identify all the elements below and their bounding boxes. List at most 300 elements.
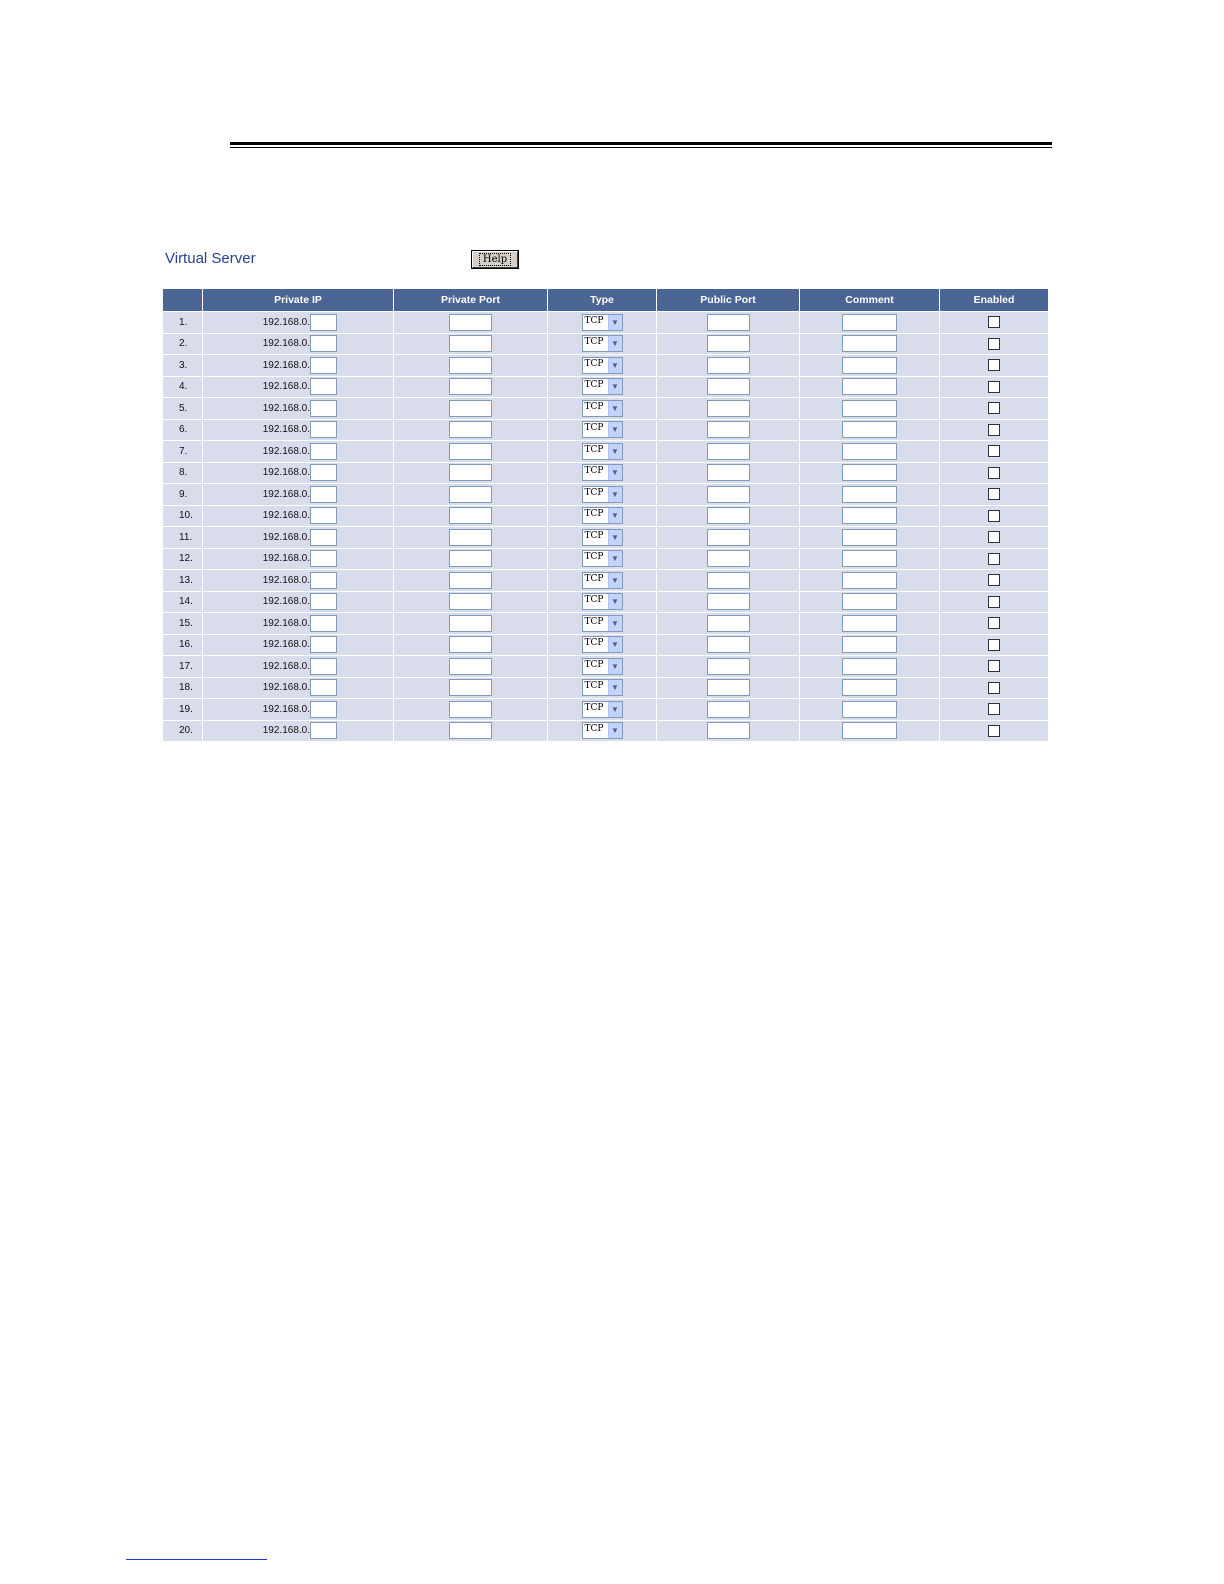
- enabled-checkbox[interactable]: [988, 510, 1000, 522]
- chevron-down-icon[interactable]: ▼: [608, 594, 622, 609]
- chevron-down-icon[interactable]: ▼: [608, 637, 622, 652]
- private-port-input[interactable]: [449, 701, 492, 718]
- private-port-cell: [394, 699, 547, 720]
- public-port-cell: [657, 463, 799, 484]
- public-port-cell: [657, 377, 799, 398]
- row-number: 2.: [163, 334, 202, 355]
- type-cell: [548, 420, 656, 441]
- comment-input[interactable]: [842, 529, 897, 546]
- type-select[interactable]: [582, 658, 623, 675]
- private-ip-input[interactable]: [310, 572, 337, 589]
- ip-prefix: 192.168.0.: [262, 639, 310, 651]
- comment-cell: [800, 420, 939, 441]
- public-port-input[interactable]: [707, 378, 750, 395]
- type-select[interactable]: [582, 636, 623, 653]
- chevron-down-icon[interactable]: ▼: [608, 680, 622, 695]
- private-ip-input[interactable]: [310, 658, 337, 675]
- comment-input[interactable]: [842, 722, 897, 739]
- chevron-down-icon[interactable]: ▼: [608, 616, 622, 631]
- public-port-input[interactable]: [707, 593, 750, 610]
- enabled-checkbox[interactable]: [988, 553, 1000, 565]
- private-port-cell: [394, 613, 547, 634]
- type-cell: [548, 635, 656, 656]
- comment-cell: [800, 312, 939, 333]
- enabled-checkbox[interactable]: [988, 596, 1000, 608]
- comment-cell: [800, 678, 939, 699]
- private-port-input[interactable]: [449, 314, 492, 331]
- footer-link-underline: [126, 1559, 267, 1560]
- private-port-cell: [394, 355, 547, 376]
- row-number: 16.: [163, 635, 202, 656]
- comment-cell: [800, 635, 939, 656]
- public-port-input[interactable]: [707, 722, 750, 739]
- comment-cell: [800, 441, 939, 462]
- public-port-cell: [657, 312, 799, 333]
- private-ip-cell: [203, 721, 393, 742]
- table-row: [163, 678, 1048, 699]
- type-select[interactable]: [582, 529, 623, 546]
- private-ip-cell: [203, 549, 393, 570]
- row-number: 19.: [163, 699, 202, 720]
- type-cell: [548, 613, 656, 634]
- private-ip-input[interactable]: [310, 636, 337, 653]
- ip-prefix: 192.168.0.: [262, 553, 310, 565]
- private-ip-input[interactable]: [310, 529, 337, 546]
- table-header-row: [163, 289, 1048, 311]
- public-port-input[interactable]: [707, 529, 750, 546]
- private-port-cell: [394, 506, 547, 527]
- private-ip-cell: [203, 420, 393, 441]
- column-header-type: Type: [548, 289, 656, 311]
- ip-prefix: 192.168.0.: [262, 402, 310, 414]
- public-port-input[interactable]: [707, 314, 750, 331]
- enabled-checkbox[interactable]: [988, 316, 1000, 328]
- comment-cell: [800, 506, 939, 527]
- comment-input[interactable]: [842, 658, 897, 675]
- chevron-down-icon[interactable]: ▼: [608, 573, 622, 588]
- type-select-value: TCP: [584, 595, 604, 606]
- comment-input[interactable]: [842, 679, 897, 696]
- private-ip-input[interactable]: [310, 486, 337, 503]
- comment-input[interactable]: [842, 314, 897, 331]
- comment-input[interactable]: [842, 636, 897, 653]
- table-row: [163, 377, 1048, 398]
- chevron-down-icon[interactable]: ▼: [608, 702, 622, 717]
- public-port-cell: [657, 506, 799, 527]
- comment-input[interactable]: [842, 615, 897, 632]
- enabled-checkbox[interactable]: [988, 639, 1000, 651]
- ip-prefix: 192.168.0.: [262, 338, 310, 350]
- enabled-checkbox[interactable]: [988, 617, 1000, 629]
- row-number: 7.: [163, 441, 202, 462]
- private-ip-cell: [203, 377, 393, 398]
- private-port-cell: [394, 678, 547, 699]
- column-header-index: [163, 289, 202, 311]
- comment-cell: [800, 463, 939, 484]
- column-header-private-port: Private Port: [394, 289, 547, 311]
- private-port-input[interactable]: [449, 400, 492, 417]
- public-port-cell: [657, 678, 799, 699]
- private-port-input[interactable]: [449, 529, 492, 546]
- row-number: 17.: [163, 656, 202, 677]
- private-ip-input[interactable]: [310, 679, 337, 696]
- chevron-down-icon[interactable]: ▼: [608, 487, 622, 502]
- table-row: [163, 441, 1048, 462]
- public-port-cell: [657, 635, 799, 656]
- private-ip-input[interactable]: [310, 507, 337, 524]
- table-row: [163, 592, 1048, 613]
- private-port-input[interactable]: [449, 421, 492, 438]
- chevron-down-icon[interactable]: ▼: [608, 659, 622, 674]
- private-port-input[interactable]: [449, 357, 492, 374]
- type-cell: [548, 656, 656, 677]
- ip-prefix: 192.168.0.: [262, 574, 310, 586]
- public-port-input[interactable]: [707, 421, 750, 438]
- private-port-input[interactable]: [449, 679, 492, 696]
- enabled-checkbox[interactable]: [988, 402, 1000, 414]
- type-select-value: TCP: [584, 724, 604, 735]
- private-ip-input[interactable]: [310, 464, 337, 481]
- ip-prefix: 192.168.0.: [262, 703, 310, 715]
- type-select[interactable]: [582, 443, 623, 460]
- type-cell: [548, 527, 656, 548]
- table-row: [163, 527, 1048, 548]
- type-select-value: TCP: [584, 659, 604, 670]
- table-row: [163, 334, 1048, 355]
- public-port-input[interactable]: [707, 400, 750, 417]
- private-port-input[interactable]: [449, 378, 492, 395]
- type-select[interactable]: [582, 593, 623, 610]
- type-select[interactable]: [582, 335, 623, 352]
- type-select-value: TCP: [584, 444, 604, 455]
- chevron-down-icon[interactable]: ▼: [608, 379, 622, 394]
- enabled-checkbox[interactable]: [988, 725, 1000, 737]
- private-port-input[interactable]: [449, 572, 492, 589]
- public-port-cell: [657, 398, 799, 419]
- type-select[interactable]: [582, 679, 623, 696]
- private-ip-cell: [203, 398, 393, 419]
- type-select[interactable]: [582, 464, 623, 481]
- private-ip-cell: [203, 334, 393, 355]
- public-port-input[interactable]: [707, 486, 750, 503]
- comment-cell: [800, 377, 939, 398]
- enabled-cell: [940, 656, 1048, 677]
- private-ip-input[interactable]: [310, 335, 337, 352]
- column-header-public-port: Public Port: [657, 289, 799, 311]
- ip-prefix: 192.168.0.: [262, 617, 310, 629]
- public-port-cell: [657, 721, 799, 742]
- chevron-down-icon[interactable]: ▼: [608, 422, 622, 437]
- comment-cell: [800, 613, 939, 634]
- row-number: 14.: [163, 592, 202, 613]
- type-select-value: TCP: [584, 401, 604, 412]
- chevron-down-icon[interactable]: ▼: [608, 358, 622, 373]
- public-port-input[interactable]: [707, 572, 750, 589]
- public-port-input[interactable]: [707, 615, 750, 632]
- enabled-checkbox[interactable]: [988, 424, 1000, 436]
- public-port-input[interactable]: [707, 658, 750, 675]
- public-port-input[interactable]: [707, 335, 750, 352]
- public-port-input[interactable]: [707, 636, 750, 653]
- private-port-input[interactable]: [449, 486, 492, 503]
- comment-input[interactable]: [842, 421, 897, 438]
- private-ip-cell: [203, 656, 393, 677]
- column-header-comment: Comment: [800, 289, 939, 311]
- private-ip-input[interactable]: [310, 443, 337, 460]
- row-number: 9.: [163, 484, 202, 505]
- public-port-input[interactable]: [707, 443, 750, 460]
- table-row: [163, 355, 1048, 376]
- public-port-cell: [657, 334, 799, 355]
- private-ip-cell: [203, 527, 393, 548]
- ip-prefix: 192.168.0.: [262, 510, 310, 522]
- private-port-cell: [394, 570, 547, 591]
- public-port-input[interactable]: [707, 701, 750, 718]
- type-select[interactable]: [582, 421, 623, 438]
- comment-cell: [800, 527, 939, 548]
- type-cell: [548, 484, 656, 505]
- comment-cell: [800, 592, 939, 613]
- private-ip-input[interactable]: [310, 357, 337, 374]
- type-select[interactable]: [582, 314, 623, 331]
- type-select-value: TCP: [584, 358, 604, 369]
- page-title: Virtual Server: [165, 250, 256, 267]
- enabled-checkbox[interactable]: [988, 682, 1000, 694]
- row-number: 13.: [163, 570, 202, 591]
- enabled-checkbox[interactable]: [988, 467, 1000, 479]
- comment-cell: [800, 549, 939, 570]
- public-port-input[interactable]: [707, 507, 750, 524]
- enabled-checkbox[interactable]: [988, 338, 1000, 350]
- type-select[interactable]: [582, 722, 623, 739]
- table-row: [163, 312, 1048, 333]
- chevron-down-icon[interactable]: ▼: [608, 723, 622, 738]
- type-select-value: TCP: [584, 380, 604, 391]
- comment-cell: [800, 699, 939, 720]
- ip-prefix: 192.168.0.: [262, 531, 310, 543]
- type-select[interactable]: [582, 486, 623, 503]
- comment-cell: [800, 355, 939, 376]
- private-port-cell: [394, 377, 547, 398]
- type-select-value: TCP: [584, 616, 604, 627]
- chevron-down-icon[interactable]: ▼: [608, 401, 622, 416]
- public-port-input[interactable]: [707, 550, 750, 567]
- comment-cell: [800, 570, 939, 591]
- public-port-cell: [657, 420, 799, 441]
- type-select[interactable]: [582, 400, 623, 417]
- type-select-value: TCP: [584, 487, 604, 498]
- type-select-value: TCP: [584, 509, 604, 520]
- type-select[interactable]: [582, 572, 623, 589]
- comment-input[interactable]: [842, 357, 897, 374]
- private-ip-input[interactable]: [310, 421, 337, 438]
- public-port-cell: [657, 570, 799, 591]
- type-select-value: TCP: [584, 552, 604, 563]
- chevron-down-icon[interactable]: ▼: [608, 530, 622, 545]
- comment-cell: [800, 398, 939, 419]
- public-port-cell: [657, 699, 799, 720]
- private-ip-cell: [203, 506, 393, 527]
- chevron-down-icon[interactable]: ▼: [608, 465, 622, 480]
- private-port-cell: [394, 420, 547, 441]
- type-cell: [548, 398, 656, 419]
- type-cell: [548, 463, 656, 484]
- type-select[interactable]: [582, 378, 623, 395]
- comment-input[interactable]: [842, 378, 897, 395]
- enabled-cell: [940, 441, 1048, 462]
- private-port-input[interactable]: [449, 722, 492, 739]
- type-cell: [548, 678, 656, 699]
- enabled-cell: [940, 506, 1048, 527]
- private-port-input[interactable]: [449, 615, 492, 632]
- type-select[interactable]: [582, 550, 623, 567]
- private-port-input[interactable]: [449, 658, 492, 675]
- private-ip-input[interactable]: [310, 400, 337, 417]
- private-port-cell: [394, 527, 547, 548]
- enabled-cell: [940, 463, 1048, 484]
- ip-prefix: 192.168.0.: [262, 316, 310, 328]
- public-port-input[interactable]: [707, 357, 750, 374]
- enabled-cell: [940, 570, 1048, 591]
- type-select-value: TCP: [584, 573, 604, 584]
- ip-prefix: 192.168.0.: [262, 682, 310, 694]
- private-port-cell: [394, 312, 547, 333]
- private-ip-cell: [203, 699, 393, 720]
- comment-input[interactable]: [842, 464, 897, 481]
- private-ip-input[interactable]: [310, 550, 337, 567]
- enabled-checkbox[interactable]: [988, 660, 1000, 672]
- table-row: [163, 635, 1048, 656]
- row-number: 10.: [163, 506, 202, 527]
- private-port-cell: [394, 721, 547, 742]
- enabled-checkbox[interactable]: [988, 574, 1000, 586]
- table-row: [163, 484, 1048, 505]
- chevron-down-icon[interactable]: ▼: [608, 444, 622, 459]
- ip-prefix: 192.168.0.: [262, 725, 310, 737]
- comment-input[interactable]: [842, 400, 897, 417]
- type-cell: [548, 699, 656, 720]
- type-cell: [548, 570, 656, 591]
- enabled-cell: [940, 312, 1048, 333]
- private-port-input[interactable]: [449, 335, 492, 352]
- chevron-down-icon[interactable]: ▼: [608, 336, 622, 351]
- public-port-input[interactable]: [707, 679, 750, 696]
- comment-input[interactable]: [842, 701, 897, 718]
- comment-input[interactable]: [842, 335, 897, 352]
- column-header-private-ip: Private IP: [203, 289, 393, 311]
- ip-prefix: 192.168.0.: [262, 381, 310, 393]
- virtual-server-table: [162, 288, 1049, 742]
- row-number: 8.: [163, 463, 202, 484]
- type-select-value: TCP: [584, 530, 604, 541]
- private-ip-cell: [203, 635, 393, 656]
- enabled-checkbox[interactable]: [988, 381, 1000, 393]
- public-port-input[interactable]: [707, 464, 750, 481]
- chevron-down-icon[interactable]: ▼: [608, 551, 622, 566]
- public-port-cell: [657, 441, 799, 462]
- enabled-checkbox[interactable]: [988, 703, 1000, 715]
- type-select[interactable]: [582, 615, 623, 632]
- comment-cell: [800, 334, 939, 355]
- table-row: [163, 398, 1048, 419]
- private-port-input[interactable]: [449, 550, 492, 567]
- ip-prefix: 192.168.0.: [262, 660, 310, 672]
- table-row: [163, 613, 1048, 634]
- private-ip-input[interactable]: [310, 615, 337, 632]
- chevron-down-icon[interactable]: ▼: [608, 315, 622, 330]
- enabled-checkbox[interactable]: [988, 445, 1000, 457]
- private-port-cell: [394, 463, 547, 484]
- row-number: 11.: [163, 527, 202, 548]
- private-ip-cell: [203, 312, 393, 333]
- comment-input[interactable]: [842, 593, 897, 610]
- comment-input[interactable]: [842, 550, 897, 567]
- enabled-checkbox[interactable]: [988, 488, 1000, 500]
- type-select[interactable]: [582, 701, 623, 718]
- enabled-checkbox[interactable]: [988, 531, 1000, 543]
- enabled-cell: [940, 377, 1048, 398]
- private-ip-input[interactable]: [310, 378, 337, 395]
- enabled-cell: [940, 721, 1048, 742]
- row-number: 12.: [163, 549, 202, 570]
- table-row: [163, 420, 1048, 441]
- comment-input[interactable]: [842, 572, 897, 589]
- private-ip-input[interactable]: [310, 722, 337, 739]
- private-port-input[interactable]: [449, 443, 492, 460]
- private-ip-cell: [203, 441, 393, 462]
- row-number: 15.: [163, 613, 202, 634]
- private-port-input[interactable]: [449, 464, 492, 481]
- private-ip-input[interactable]: [310, 701, 337, 718]
- private-ip-input[interactable]: [310, 593, 337, 610]
- type-select-value: TCP: [584, 423, 604, 434]
- comment-cell: [800, 656, 939, 677]
- type-cell: [548, 312, 656, 333]
- type-select[interactable]: [582, 507, 623, 524]
- public-port-cell: [657, 549, 799, 570]
- type-cell: [548, 334, 656, 355]
- table-row: [163, 699, 1048, 720]
- private-ip-cell: [203, 613, 393, 634]
- help-button[interactable]: [471, 250, 519, 269]
- row-number: 18.: [163, 678, 202, 699]
- private-port-cell: [394, 398, 547, 419]
- enabled-checkbox[interactable]: [988, 359, 1000, 371]
- type-select[interactable]: [582, 357, 623, 374]
- row-number: 4.: [163, 377, 202, 398]
- comment-input[interactable]: [842, 443, 897, 460]
- enabled-cell: [940, 678, 1048, 699]
- type-cell: [548, 506, 656, 527]
- ip-prefix: 192.168.0.: [262, 359, 310, 371]
- comment-input[interactable]: [842, 507, 897, 524]
- private-port-input[interactable]: [449, 636, 492, 653]
- type-cell: [548, 355, 656, 376]
- comment-input[interactable]: [842, 486, 897, 503]
- chevron-down-icon[interactable]: ▼: [608, 508, 622, 523]
- private-ip-cell: [203, 463, 393, 484]
- type-select-value: TCP: [584, 638, 604, 649]
- top-rule: [230, 142, 1052, 148]
- private-ip-input[interactable]: [310, 314, 337, 331]
- enabled-cell: [940, 355, 1048, 376]
- table-row: [163, 506, 1048, 527]
- row-number: 1.: [163, 312, 202, 333]
- enabled-cell: [940, 613, 1048, 634]
- private-port-cell: [394, 592, 547, 613]
- private-port-input[interactable]: [449, 593, 492, 610]
- private-port-input[interactable]: [449, 507, 492, 524]
